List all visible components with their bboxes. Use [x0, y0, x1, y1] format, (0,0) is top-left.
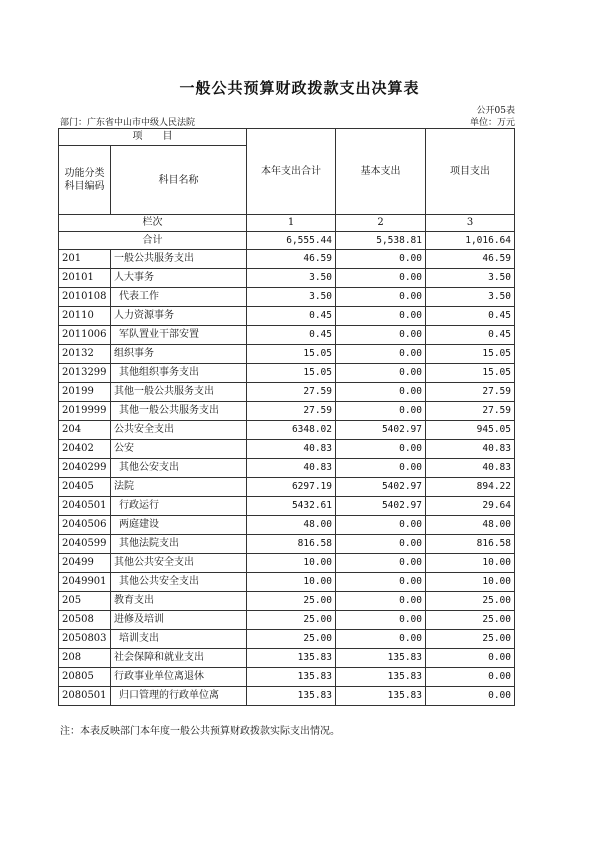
row-project: 0.00 [426, 649, 515, 668]
table-row [59, 516, 515, 535]
row-total: 48.00 [247, 516, 336, 535]
row-project: 46.59 [426, 250, 515, 269]
row-total: 816.58 [247, 535, 336, 554]
row-name: 其他法院支出 [111, 535, 247, 554]
row-basic: 0.00 [336, 516, 426, 535]
row-total: 10.00 [247, 573, 336, 592]
row-code: 2011006 [59, 326, 111, 345]
row-basic: 5402.97 [336, 478, 426, 497]
row-code: 208 [59, 649, 111, 668]
row-name: 代表工作 [111, 288, 247, 307]
row-name: 公安 [111, 440, 247, 459]
row-code: 20110 [59, 307, 111, 326]
total-project: 1,016.64 [426, 232, 515, 250]
row-name: 其他一般公共服务支出 [111, 402, 247, 421]
row-basic: 0.00 [336, 269, 426, 288]
total-amount: 6,555.44 [247, 232, 336, 250]
row-total: 46.59 [247, 250, 336, 269]
row-project: 3.50 [426, 269, 515, 288]
row-project: 816.58 [426, 535, 515, 554]
row-total: 25.00 [247, 611, 336, 630]
row-total: 0.45 [247, 307, 336, 326]
row-name: 其他公共安全支出 [111, 573, 247, 592]
table-row [59, 592, 515, 611]
row-project: 0.45 [426, 326, 515, 345]
table-row [59, 535, 515, 554]
table-row [59, 288, 515, 307]
row-name: 归口管理的行政单位离 [111, 687, 247, 706]
row-name: 进修及培训 [111, 611, 247, 630]
row-code: 20499 [59, 554, 111, 573]
form-code: 公开05表 [476, 106, 515, 116]
row-basic: 0.00 [336, 307, 426, 326]
expenditure-table [58, 128, 515, 706]
row-basic: 5402.97 [336, 421, 426, 440]
row-total: 27.59 [247, 383, 336, 402]
row-total: 3.50 [247, 269, 336, 288]
row-code: 2013299 [59, 364, 111, 383]
row-basic: 0.00 [336, 364, 426, 383]
table-row [59, 573, 515, 592]
row-project: 40.83 [426, 440, 515, 459]
table-row [59, 383, 515, 402]
row-total: 3.50 [247, 288, 336, 307]
total-basic: 5,538.81 [336, 232, 426, 250]
row-project: 25.00 [426, 611, 515, 630]
row-basic: 0.00 [336, 402, 426, 421]
index-1: 1 [247, 215, 336, 232]
header-func-code: 功能分类科目编码 [59, 146, 111, 215]
row-project: 10.00 [426, 554, 515, 573]
index-2: 2 [336, 215, 426, 232]
row-code: 2040501 [59, 497, 111, 516]
row-code: 20805 [59, 668, 111, 687]
row-name: 军队置业干部安置 [111, 326, 247, 345]
row-basic: 0.00 [336, 611, 426, 630]
row-code: 20199 [59, 383, 111, 402]
row-total: 10.00 [247, 554, 336, 573]
table-row [59, 478, 515, 497]
table-row [59, 250, 515, 269]
total-label: 合计 [59, 232, 247, 250]
row-name: 一般公共服务支出 [111, 250, 247, 269]
row-code: 2080501 [59, 687, 111, 706]
row-project: 3.50 [426, 288, 515, 307]
row-name: 其他一般公共服务支出 [111, 383, 247, 402]
row-name: 行政运行 [111, 497, 247, 516]
row-code: 204 [59, 421, 111, 440]
row-basic: 0.00 [336, 630, 426, 649]
row-code: 2040506 [59, 516, 111, 535]
row-code: 20508 [59, 611, 111, 630]
row-total: 25.00 [247, 592, 336, 611]
row-basic: 5402.97 [336, 497, 426, 516]
unit-label: 单位：万元 [469, 118, 515, 128]
column-index-row [59, 215, 515, 232]
row-basic: 0.00 [336, 326, 426, 345]
header-basic: 基本支出 [336, 129, 426, 215]
row-project: 894.22 [426, 478, 515, 497]
table-row [59, 326, 515, 345]
row-code: 205 [59, 592, 111, 611]
row-total: 135.83 [247, 668, 336, 687]
row-basic: 0.00 [336, 535, 426, 554]
row-project: 27.59 [426, 383, 515, 402]
table-row [59, 649, 515, 668]
table-row [59, 687, 515, 706]
row-project: 15.05 [426, 345, 515, 364]
row-project: 945.05 [426, 421, 515, 440]
department-label: 部门：广东省中山市中级人民法院 [60, 118, 196, 128]
row-code: 20132 [59, 345, 111, 364]
row-total: 6348.02 [247, 421, 336, 440]
table-row [59, 611, 515, 630]
header-subject-name: 科目名称 [111, 146, 247, 215]
row-project: 15.05 [426, 364, 515, 383]
row-total: 15.05 [247, 364, 336, 383]
row-project: 25.00 [426, 630, 515, 649]
row-basic: 0.00 [336, 459, 426, 478]
row-total: 25.00 [247, 630, 336, 649]
row-name: 其他公安支出 [111, 459, 247, 478]
table-row [59, 269, 515, 288]
footnote: 注：本表反映部门本年度一般公共预算财政拨款实际支出情况。 [60, 726, 340, 737]
row-total: 15.05 [247, 345, 336, 364]
table-row [59, 440, 515, 459]
row-name: 公共安全支出 [111, 421, 247, 440]
row-basic: 0.00 [336, 288, 426, 307]
row-basic: 0.00 [336, 554, 426, 573]
row-project: 40.83 [426, 459, 515, 478]
table-row [59, 497, 515, 516]
row-code: 2019999 [59, 402, 111, 421]
row-project: 0.00 [426, 687, 515, 706]
row-project: 48.00 [426, 516, 515, 535]
table-row [59, 554, 515, 573]
row-name: 法院 [111, 478, 247, 497]
row-project: 0.45 [426, 307, 515, 326]
row-code: 2049901 [59, 573, 111, 592]
row-code: 2040599 [59, 535, 111, 554]
table-row [59, 364, 515, 383]
row-code: 201 [59, 250, 111, 269]
row-name: 教育支出 [111, 592, 247, 611]
row-total: 0.45 [247, 326, 336, 345]
row-total: 40.83 [247, 459, 336, 478]
report-title: 一般公共预算财政拨款支出决算表 [179, 79, 420, 97]
header-project: 项目支出 [426, 129, 515, 215]
row-basic: 0.00 [336, 250, 426, 269]
row-project: 29.64 [426, 497, 515, 516]
row-project: 27.59 [426, 402, 515, 421]
row-total: 135.83 [247, 687, 336, 706]
row-code: 2050803 [59, 630, 111, 649]
row-total: 5432.61 [247, 497, 336, 516]
row-basic: 135.83 [336, 687, 426, 706]
row-basic: 0.00 [336, 440, 426, 459]
row-name: 其他组织事务支出 [111, 364, 247, 383]
table-row [59, 630, 515, 649]
table-row [59, 402, 515, 421]
row-name: 其他公共安全支出 [111, 554, 247, 573]
total-row [59, 232, 515, 250]
row-total: 6297.19 [247, 478, 336, 497]
row-basic: 135.83 [336, 649, 426, 668]
row-name: 行政事业单位离退休 [111, 668, 247, 687]
row-total: 40.83 [247, 440, 336, 459]
header-item: 项 目 [59, 129, 247, 146]
row-basic: 135.83 [336, 668, 426, 687]
row-total: 27.59 [247, 402, 336, 421]
table-row [59, 668, 515, 687]
row-total: 135.83 [247, 649, 336, 668]
row-code: 2040299 [59, 459, 111, 478]
row-name: 人力资源事务 [111, 307, 247, 326]
row-name: 两庭建设 [111, 516, 247, 535]
header-total: 本年支出合计 [247, 129, 336, 215]
index-label: 栏次 [59, 215, 247, 232]
row-project: 25.00 [426, 592, 515, 611]
row-code: 20402 [59, 440, 111, 459]
table-row [59, 345, 515, 364]
row-project: 10.00 [426, 573, 515, 592]
row-code: 20405 [59, 478, 111, 497]
row-name: 社会保障和就业支出 [111, 649, 247, 668]
table-row [59, 307, 515, 326]
row-code: 2010108 [59, 288, 111, 307]
row-name: 组织事务 [111, 345, 247, 364]
row-basic: 0.00 [336, 345, 426, 364]
row-basic: 0.00 [336, 573, 426, 592]
row-name: 培训支出 [111, 630, 247, 649]
row-basic: 0.00 [336, 383, 426, 402]
row-code: 20101 [59, 269, 111, 288]
row-name: 人大事务 [111, 269, 247, 288]
row-project: 0.00 [426, 668, 515, 687]
table-row [59, 459, 515, 478]
index-3: 3 [426, 215, 515, 232]
header-row-item [59, 129, 515, 146]
row-basic: 0.00 [336, 592, 426, 611]
table-row [59, 421, 515, 440]
